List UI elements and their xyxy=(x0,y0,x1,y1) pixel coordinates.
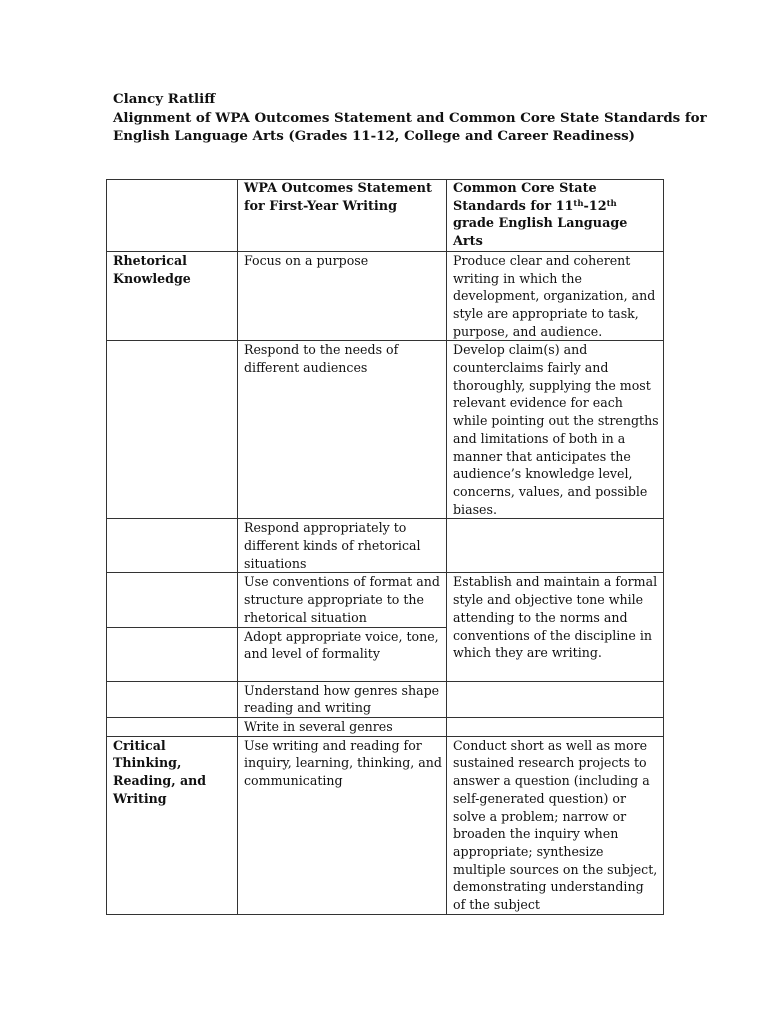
category-cell xyxy=(107,341,238,519)
wpa-outcome-cell: Write in several genres xyxy=(238,717,447,736)
ccss-standard-cell xyxy=(447,519,664,573)
table-row xyxy=(107,573,664,627)
ccss-standard-cell: Produce clear and coherent writing in which the development, organization, and style are appropriate to task, purpose, and audience. xyxy=(447,251,664,341)
table-row xyxy=(107,717,664,736)
header-cell-wpa: WPA Outcomes Statement for First-Year Writing xyxy=(238,180,447,252)
ccss-standard-cell: Establish and maintain a formal style and objective tone while attending to the norms and conventions of the discipline in which they are writing. xyxy=(447,573,664,681)
document-title-line-1: Alignment of WPA Outcomes Statement and Common Core State Standards for xyxy=(113,109,707,126)
wpa-outcome-cell: Understand how genres shape reading and writing xyxy=(238,681,447,717)
table-row xyxy=(107,681,664,717)
wpa-outcome-cell: Adopt appropriate voice, tone, and level of formality xyxy=(238,627,447,681)
ccss-standard-cell xyxy=(447,717,664,736)
ccss-standard-cell xyxy=(447,681,664,717)
category-cell: Rhetorical Knowledge xyxy=(107,251,238,341)
wpa-outcome-cell: Respond appropriately to different kinds of rhetorical situations xyxy=(238,519,447,573)
author-name: Clancy Ratliff xyxy=(113,91,216,107)
table-header-row xyxy=(107,180,664,252)
table-row xyxy=(107,341,664,519)
category-cell xyxy=(107,717,238,736)
wpa-outcome-cell: Respond to the needs of different audiences xyxy=(238,341,447,519)
document-title-line-2: English Language Arts (Grades 11-12, College and Career Readiness) xyxy=(113,128,635,144)
table-row xyxy=(107,736,664,914)
category-cell xyxy=(107,573,238,627)
header-cell-ccss: Common Core State Standards for 11th-12th grade English Language Arts xyxy=(447,180,664,252)
ccss-standard-cell: Develop claim(s) and counterclaims fairly and thoroughly, supplying the most relevant evidence for each while pointing out the strengths and limitations of both in a manner that anticipates the audience’s knowledge level, concerns, values, and possible biases. xyxy=(447,341,664,519)
wpa-outcome-cell: Use conventions of format and structure appropriate to the rhetorical situation xyxy=(238,573,447,627)
wpa-outcome-cell: Use writing and reading for inquiry, learning, thinking, and communicating xyxy=(238,736,447,914)
category-cell xyxy=(107,519,238,573)
document-header xyxy=(113,90,713,146)
wpa-outcome-cell: Focus on a purpose xyxy=(238,251,447,341)
table-row xyxy=(107,251,664,341)
table-row xyxy=(107,519,664,573)
category-cell xyxy=(107,681,238,717)
alignment-table xyxy=(106,179,664,915)
ccss-standard-cell: Conduct short as well as more sustained research projects to answer a question (including a self-generated question) or solve a problem; narrow or broaden the inquiry when appropriate; synthesize multiple sources on the subject, demonstrating understanding of the subject xyxy=(447,736,664,914)
category-cell: Critical Thinking, Reading, and Writing xyxy=(107,736,238,914)
category-cell xyxy=(107,627,238,681)
header-cell-category xyxy=(107,180,238,252)
